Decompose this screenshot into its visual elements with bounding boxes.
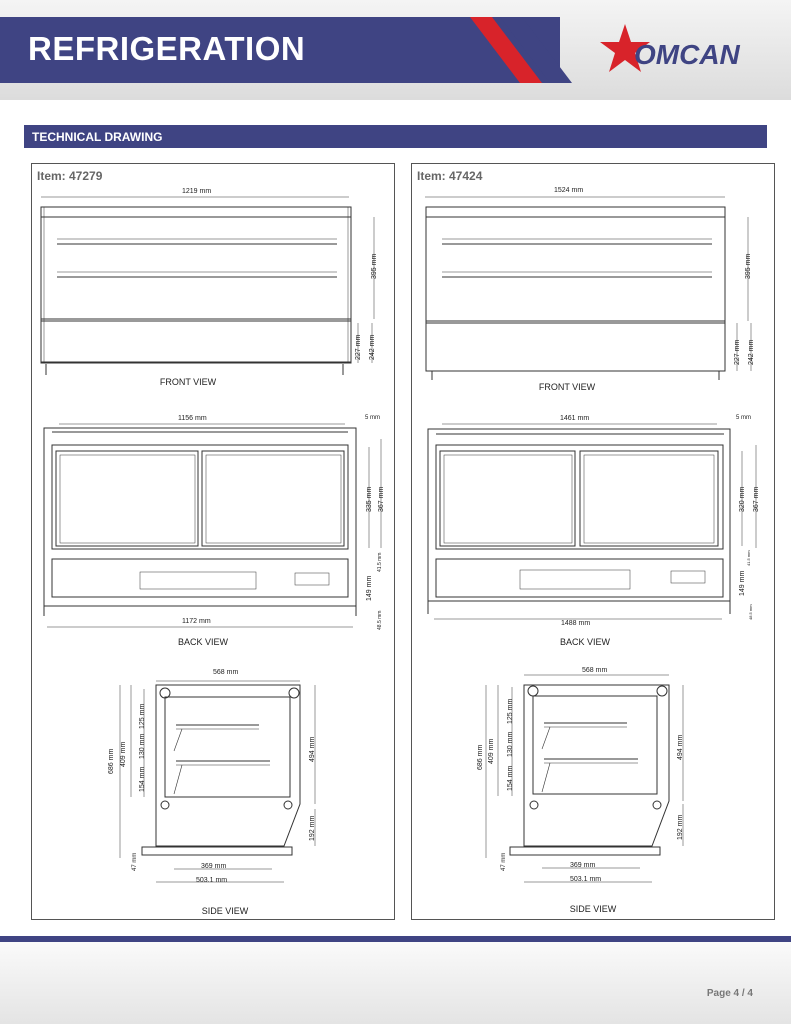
dim-back-h5: 48.5 mm bbox=[748, 604, 753, 620]
dim-front-h3: 242 mm bbox=[748, 339, 755, 365]
page-header bbox=[0, 0, 791, 100]
dim-side-503: 503.1 mm bbox=[196, 877, 228, 884]
dim-side-192: 192 mm bbox=[309, 815, 316, 841]
dim-side-130: 130 mm bbox=[139, 733, 146, 759]
dim-back-h2: 367 mm bbox=[378, 486, 385, 512]
dim-side-686: 686 mm bbox=[108, 748, 115, 774]
dim-front-width: 1524 mm bbox=[554, 187, 584, 194]
dim-back-h1: 335 mm bbox=[366, 486, 373, 512]
dim-side-125: 125 mm bbox=[507, 698, 514, 724]
dim-side-width: 568 mm bbox=[213, 669, 239, 676]
dim-side-130: 130 mm bbox=[507, 731, 514, 757]
page-footer bbox=[0, 942, 791, 1024]
dim-back-h5: 48.5 mm bbox=[377, 610, 383, 630]
omcan-logo bbox=[600, 22, 770, 82]
front-view-label: FRONT VIEW bbox=[159, 377, 217, 387]
dim-back-inner: 1461 mm bbox=[560, 415, 590, 422]
technical-drawing bbox=[412, 164, 776, 921]
dim-front-h1: 395 mm bbox=[745, 253, 752, 279]
dim-back-h4: 149 mm bbox=[366, 575, 373, 601]
item-number: Item: 47279 bbox=[37, 169, 103, 183]
dim-side-192: 192 mm bbox=[677, 814, 684, 840]
dim-front-h3: 242 mm bbox=[369, 334, 376, 360]
dim-side-494: 494 mm bbox=[677, 734, 684, 760]
dim-back-5: 5 mm bbox=[736, 415, 751, 421]
dim-back-h1: 320 mm bbox=[739, 486, 746, 512]
dim-back-h3: 41.5 mm bbox=[377, 552, 383, 572]
section-title: TECHNICAL DRAWING bbox=[32, 130, 163, 144]
header-stripes bbox=[470, 17, 580, 83]
page-number: Page 4 / 4 bbox=[706, 988, 753, 999]
dim-back-h3: 41.5 mm bbox=[746, 550, 751, 566]
dim-side-369: 369 mm bbox=[570, 862, 596, 869]
dim-back-width: 1488 mm bbox=[561, 620, 591, 627]
dim-front-width: 1219 mm bbox=[182, 188, 212, 195]
page-title: REFRIGERATION bbox=[28, 30, 306, 67]
dim-back-width: 1172 mm bbox=[182, 618, 211, 625]
panel-item-right bbox=[411, 163, 775, 920]
dim-side-47: 47 mm bbox=[132, 852, 138, 871]
dim-front-h1: 395 mm bbox=[371, 253, 378, 279]
dim-side-125: 125 mm bbox=[139, 703, 146, 729]
dim-side-494: 494 mm bbox=[309, 736, 316, 762]
dim-front-h2: 227 mm bbox=[734, 339, 741, 365]
dim-side-409: 409 mm bbox=[120, 741, 127, 767]
front-view-label: FRONT VIEW bbox=[538, 382, 596, 392]
dim-side-503: 503.1 mm bbox=[570, 876, 602, 883]
brand-text: OMCAN bbox=[634, 39, 740, 70]
side-view-label: SIDE VIEW bbox=[201, 906, 249, 916]
item-number: Item: 47424 bbox=[417, 169, 483, 183]
dim-side-369: 369 mm bbox=[201, 863, 227, 870]
back-view-label: BACK VIEW bbox=[177, 637, 228, 647]
panel-item-left bbox=[31, 163, 395, 920]
side-view-label: SIDE VIEW bbox=[569, 904, 617, 914]
dim-front-h2: 227 mm bbox=[355, 334, 362, 360]
back-view-label: BACK VIEW bbox=[559, 637, 610, 647]
dim-back-h2: 367 mm bbox=[753, 486, 760, 512]
dim-side-686: 686 mm bbox=[477, 744, 484, 770]
dim-side-47: 47 mm bbox=[501, 852, 507, 871]
dim-side-width: 568 mm bbox=[582, 667, 608, 674]
technical-drawing bbox=[32, 164, 396, 921]
dim-back-inner: 1156 mm bbox=[178, 415, 207, 422]
dim-side-409: 409 mm bbox=[488, 738, 495, 764]
section-bar bbox=[24, 125, 767, 148]
dim-back-h4: 149 mm bbox=[739, 570, 746, 596]
dim-back-5: 5 mm bbox=[365, 415, 380, 421]
dim-side-154: 154 mm bbox=[507, 765, 514, 791]
dim-side-154: 154 mm bbox=[139, 766, 146, 792]
